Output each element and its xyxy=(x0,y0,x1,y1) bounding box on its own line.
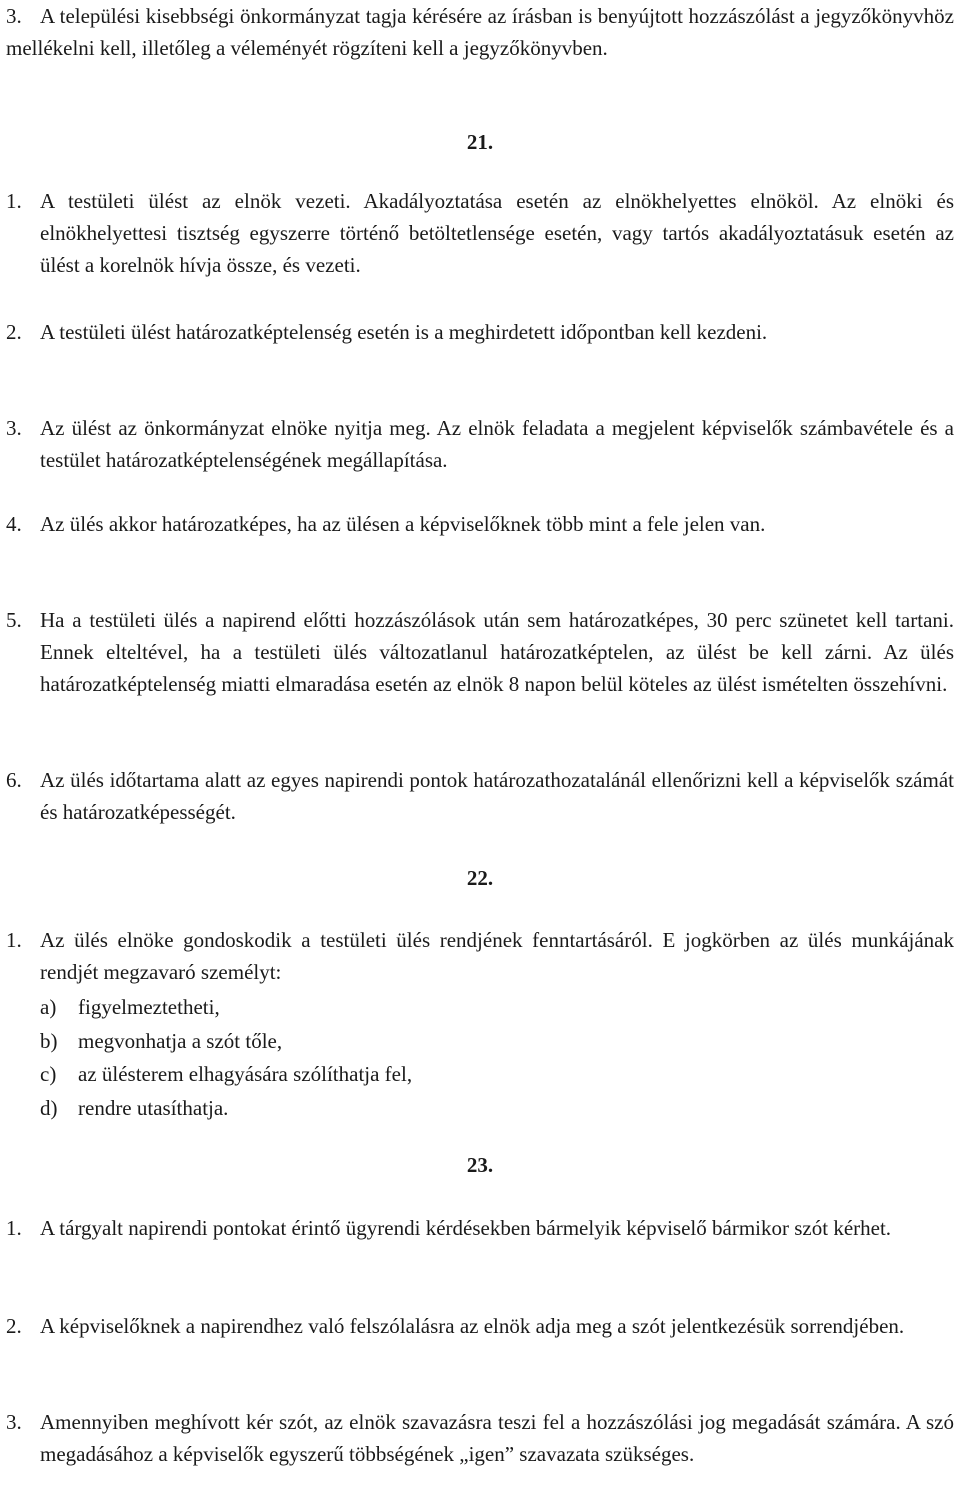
paragraph-text: Ha a testületi ülés a napirend előtti hozzászólások után sem határozatképes, 30 perc szünetet kell tartani. Ennek elteltével, ha a testületi ülés változatlanul határozatképtelen, az ülést be kell zárni. Az ülés határozatképtelenség miatti elmaradása esetén az elnök 8 napon belül köteles az ülést ismételten összehívni. xyxy=(40,608,954,696)
paragraph-text: A tárgyalt napirendi pontokat érintő ügyrendi kérdésekben bármelyik képviselő bármikor szót kérhet. xyxy=(40,1216,892,1240)
list-item xyxy=(40,1058,920,1092)
paragraph-21-2 xyxy=(6,316,954,348)
list-item-text: rendre utasíthatja. xyxy=(78,1095,229,1120)
list-item-text: az ülésterem elhagyására szólíthatja fel, xyxy=(78,1062,413,1086)
paragraph-number: 6. xyxy=(6,768,22,792)
list-item xyxy=(40,1092,920,1126)
paragraph-23-3 xyxy=(6,1406,954,1470)
paragraph-text: A testületi ülést az elnök vezeti. Akadályoztatása esetén az elnökhelyettes elnököl. Az elnöki és elnökhelyettesi tisztség egyszerre történő betöltetlensége esetén, vagy tartós akadályoztatásuk esetén az ülést a korelnök hívja össze, és vezeti. xyxy=(40,189,954,277)
paragraph-23-1 xyxy=(6,1212,954,1244)
paragraph-number: 4. xyxy=(6,512,22,536)
paragraph-21-1 xyxy=(6,185,954,281)
paragraph-21-4 xyxy=(6,508,954,540)
list-item-label: a) xyxy=(40,995,57,1019)
paragraph-number: 1. xyxy=(6,928,22,952)
paragraph-number: 3. xyxy=(6,4,22,28)
list-item-label: d) xyxy=(40,1095,58,1120)
paragraph-20-3 xyxy=(6,0,954,64)
paragraph-text: Az ülés akkor határozatképes, ha az ülésen a képviselőknek több mint a fele jelen van. xyxy=(40,512,766,536)
paragraph-text: A települési kisebbségi önkormányzat tagja kérésére az írásban is benyújtott hozzászólást a jegyzőkönyvhöz mellékelni kell, illetőleg a véleményét rögzíteni kell a jegyzőkönyvben. xyxy=(6,4,954,60)
paragraph-text: A képviselőknek a napirendhez való felszólalásra az elnök adja meg a szót jelentkezésük sorrendjében. xyxy=(40,1314,905,1338)
paragraph-text: Az ülés időtartama alatt az egyes napirendi pontok határozathozatalánál ellenőrizni kell a képviselők számát és határozatképességét. xyxy=(40,768,954,824)
paragraph-text: Amennyiben meghívott kér szót, az elnök szavazásra teszi fel a hozzászólási jog megadását számára. A szó megadásához a képviselők egyszerű többségének „igen” szavazata szükséges. xyxy=(40,1410,954,1466)
paragraph-number: 3. xyxy=(6,416,22,440)
paragraph-number: 2. xyxy=(6,1314,22,1338)
paragraph-21-5 xyxy=(6,604,954,700)
paragraph-23-2 xyxy=(6,1310,954,1342)
section-heading-23: 23. xyxy=(466,1153,494,1177)
paragraph-number: 2. xyxy=(6,320,22,344)
paragraph-22-1 xyxy=(6,924,954,988)
list-item-text: megvonhatja a szót tőle, xyxy=(78,1028,283,1053)
list-item-label: b) xyxy=(40,1028,58,1053)
paragraph-text: A testületi ülést határozatképtelenség esetén is a meghirdetett időpontban kell kezdeni. xyxy=(40,320,768,344)
list-item xyxy=(40,1025,920,1059)
paragraph-21-6 xyxy=(6,764,954,828)
paragraph-number: 3. xyxy=(6,1410,22,1434)
measures-list xyxy=(40,991,920,1125)
list-item-label: c) xyxy=(40,1062,57,1086)
paragraph-number: 1. xyxy=(6,1216,22,1240)
paragraph-number: 5. xyxy=(6,608,22,632)
list-item-text: figyelmeztetheti, xyxy=(78,995,220,1019)
section-heading-21: 21. xyxy=(466,130,494,154)
section-heading-22: 22. xyxy=(466,866,494,890)
paragraph-21-3 xyxy=(6,412,954,476)
paragraph-text: Az ülést az önkormányzat elnöke nyitja meg. Az elnök feladata a megjelent képviselők számbavétele és a testület határozatképtelenségének megállapítása. xyxy=(40,416,954,472)
list-item xyxy=(40,991,920,1025)
paragraph-number: 1. xyxy=(6,189,22,213)
paragraph-text: Az ülés elnöke gondoskodik a testületi ülés rendjének fenntartásáról. E jogkörben az ülés munkájának rendjét megzavaró személyt: xyxy=(40,928,954,984)
